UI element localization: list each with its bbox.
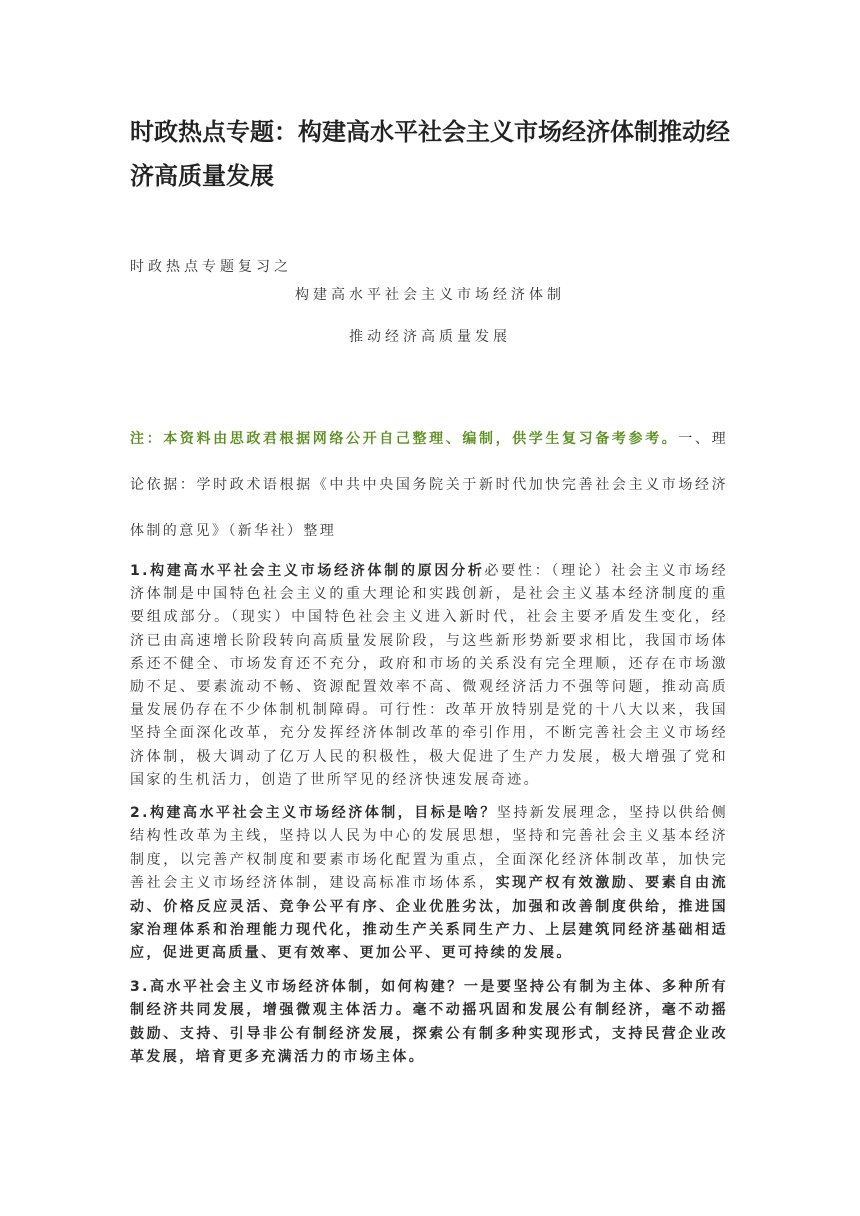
section-1-heading: 1.构建高水平社会主义市场经济体制的原因分析: [130, 563, 485, 579]
section-1-body: 必要性：（理论）社会主义市场经济体制是中国特色社会主义的重大理论和实践创新，是社会主义基本经济制度的重要组成部分。（现实）中国特色社会主义进入新时代，社会主要矛盾发生变化，经济已由高速增长阶段转向高质量发展阶段，与这些新形势新要求相比，我国市场体系还不健全、市场发育还不充分，政府和市场的关系没有完全理顺，还存在市场激励不足、要素流动不畅、资源配置效率不高、微观经济活力不强等问题，推动高质量发展仍存在不少体制机制障碍。可行性：改革开放特别是党的十八大以来，我国坚持全面深化改革，充分发挥经济体制改革的牵引作用，不断完善社会主义市场经济体制，极大调动了亿万人民的积极性，极大促进了生产力发展，极大增强了党和国家的生机活力，创造了世所罕见的经济快速发展奇迹。: [130, 563, 729, 788]
center-heading-2: 推动经济高质量发展: [349, 329, 511, 345]
theory-basis-text: 一、理论依据：学时政术语根据《中共中央国务院关于新时代加快完善社会主义市场经济体制的意见》（新华社）整理: [130, 431, 728, 539]
sub-heading: 时政热点专题复习之: [130, 259, 292, 275]
section-2-paragraph: [130, 802, 728, 966]
note-text: 注：本资料由思政君根据网络公开自己整理、编制，供学生复习备考参考。: [130, 431, 679, 447]
section-1-paragraph: [130, 560, 728, 792]
section-2-heading: 2.构建高水平社会主义市场经济体制，目标是啥？: [130, 805, 497, 821]
section-3-paragraph: [130, 976, 728, 1070]
document-title: 时政热点专题：构建高水平社会主义市场经济体制推动经济高质量发展: [130, 118, 730, 190]
center-heading-1: 构建高水平社会主义市场经济体制: [295, 287, 565, 303]
section-3-bold-body: 一是要坚持公有制为主体、多种所有制经济共同发展，增强微观主体活力。毫不动摇巩固和发展公有制经济，毫不动摇鼓励、支持、引导非公有制经济发展，探索公有制多种实现形式，支持民营企业改革发展，培育更多充满活力的市场主体。: [130, 979, 728, 1066]
section-2-bold-body: 实现产权有效激励、要素自由流动、价格反应灵活、竞争公平有序、企业优胜劣汰，加强和改善制度供给，推进国家治理体系和治理能力现代化，推动生产关系同生产力、上层建筑同经济基础相适应，促进更高质量、更有效率、更加公平、更可持续的发展。: [130, 875, 728, 962]
section-3-heading: 3.高水平社会主义市场经济体制，如何构建？: [130, 979, 464, 995]
note-paragraph: [130, 416, 728, 554]
section-2-body: 坚持新发展理念，坚持以供给侧结构性改革为主线，坚持以人民为中心的发展思想，坚持和完善社会主义基本经济制度，以完善产权制度和要素市场化配置为重点，全面深化经济体制改革，加快完善社会主义市场经济体制，建设高标准市场体系，: [130, 805, 728, 892]
